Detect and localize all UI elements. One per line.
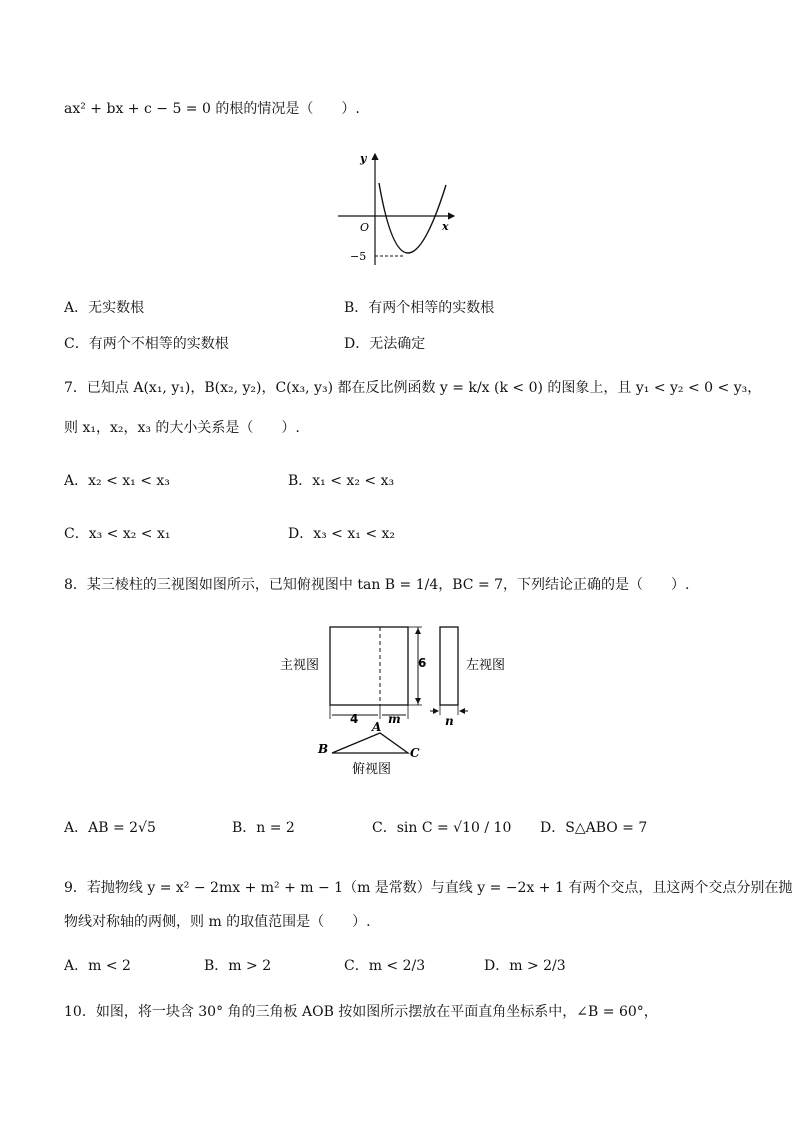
left-view-label: 左视图 [466, 658, 506, 673]
origin-label: O [360, 221, 370, 234]
dim-6-label: 6 [418, 656, 427, 670]
q10-stem: 10．如图，将一块含 30° 角的三角板 AOB 按如图所示摆放在平面直角坐标系中，∠B = 60°， [64, 1004, 658, 1020]
min-value-label: −5 [350, 250, 367, 263]
dim-4-label: 4 [350, 712, 359, 726]
q9-option-c: C．m < 2/3 [344, 958, 426, 974]
q7-option-b: B．x₁ < x₂ < x₃ [288, 473, 395, 489]
top-view-label: 俯视图 [352, 762, 392, 777]
q6-option-b: B．有两个相等的实数根 [344, 300, 495, 316]
dim-n-label: n [445, 714, 454, 728]
q8-stem: 8．某三棱柱的三视图如图所示，已知俯视图中 tan B = 1/4，BC = 7，下列结论正确的是（ ）. [64, 577, 690, 593]
three-views-figure [270, 615, 520, 785]
dim-m-label: m [388, 712, 401, 726]
q9-option-d: D．m > 2/3 [484, 958, 566, 974]
q6-option-a: A．无实数根 [64, 300, 145, 316]
q8-option-c: C．sin C = √10 / 10 [372, 820, 512, 836]
q9-stem-line2: 物线对称轴的两侧，则 m 的取值范围是（ ）. [64, 914, 371, 930]
q7-stem-line2: 则 x₁，x₂，x₃ 的大小关系是（ ）. [64, 420, 300, 436]
q9-stem-line1: 9．若抛物线 y = x² − 2mx + m² + m − 1（m 是常数）与直线 y = −2x + 1 有两个交点，且这两个交点分别在抛 [64, 880, 793, 896]
q7-stem-line1: 7．已知点 A(x₁, y₁)，B(x₂, y₂)，C(x₃, y₃) 都在反比例函数 y = k/x (k < 0) 的图象上，且 y₁ < y₂ < 0 < y₃， [64, 380, 762, 396]
parabola-graph [330, 150, 460, 270]
x-axis-label: x [442, 220, 449, 233]
q9-option-b: B．m > 2 [204, 958, 272, 974]
q7-option-c: C．x₃ < x₂ < x₁ [64, 526, 171, 542]
top-view-triangle [332, 733, 408, 753]
point-a-label: A [372, 720, 382, 734]
parabola-curve [379, 183, 446, 253]
front-view-rect [330, 627, 408, 705]
q7-option-d: D．x₃ < x₁ < x₂ [288, 526, 396, 542]
q8-option-b: B．n = 2 [232, 820, 295, 836]
q9-option-a: A．m < 2 [64, 958, 131, 974]
q6-option-d: D．无法确定 [344, 336, 426, 352]
q6-stem: ax² + bx + c − 5 = 0 的根的情况是（ ）. [64, 101, 360, 117]
left-view-rect [440, 627, 458, 705]
point-b-label: B [318, 742, 329, 756]
y-axis-label: y [360, 152, 367, 165]
point-c-label: C [410, 746, 420, 760]
front-view-label: 主视图 [280, 658, 320, 673]
q8-option-a: A．AB = 2√5 [64, 820, 156, 836]
q8-option-d: D．S△ABO = 7 [540, 820, 648, 836]
q6-option-c: C．有两个不相等的实数根 [64, 336, 229, 352]
q7-option-a: A．x₂ < x₁ < x₃ [64, 473, 170, 489]
